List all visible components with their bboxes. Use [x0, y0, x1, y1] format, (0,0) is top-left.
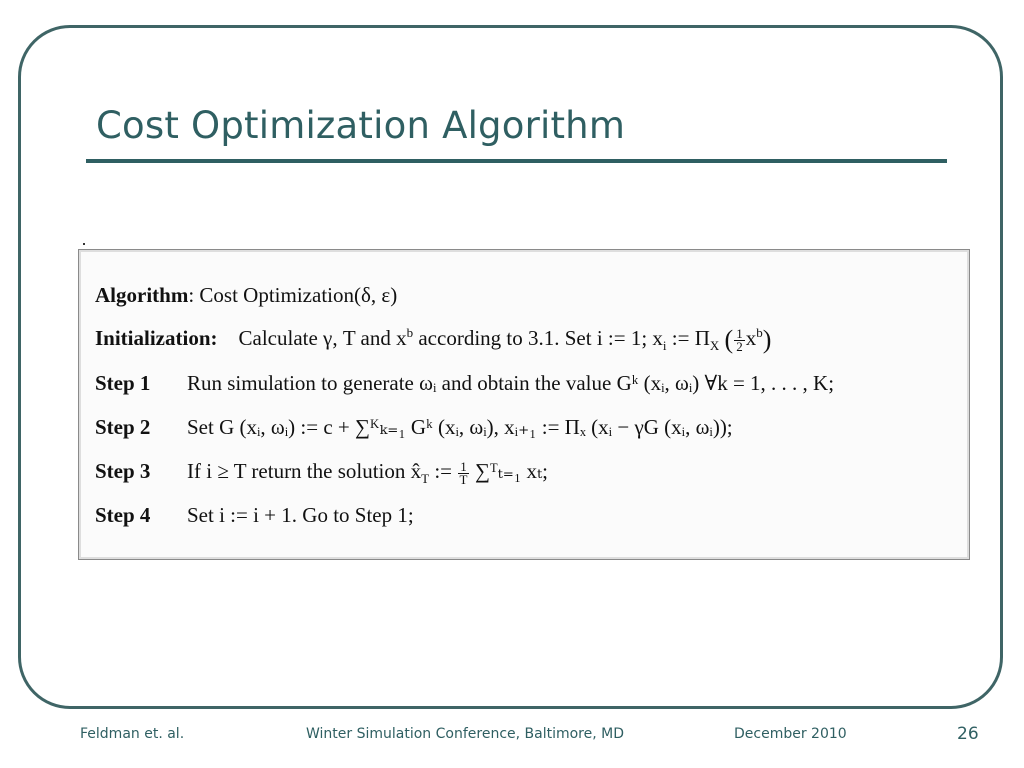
step-3-fraction: $\frac{1}{T}$ — [459, 458, 468, 487]
step-2-line — [95, 414, 733, 440]
step-1-line — [95, 370, 834, 396]
step-3-line — [95, 458, 548, 486]
initialization-text-1: Calculate γ, T and x — [238, 326, 407, 350]
algorithm-box — [78, 249, 970, 560]
step-4-text: Set i := i + 1. Go to Step 1; — [187, 503, 414, 527]
stray-dot — [83, 243, 85, 245]
page-number: 26 — [957, 724, 979, 744]
left-paren: ( — [724, 325, 734, 354]
initialization-line — [95, 325, 771, 353]
initialization-text-4: x — [745, 326, 757, 350]
step-3-text-mid: := — [429, 459, 458, 483]
init-fraction: $\frac{1}{2}$ — [736, 325, 743, 354]
slide-title: Cost Optimization Algorithm — [96, 104, 626, 147]
title-underline — [86, 159, 947, 163]
step-3-text-pre: If i ≥ T return the solution x̂ — [187, 459, 422, 483]
initialization-label: Initialization: — [95, 326, 218, 350]
init-sub-i: i — [662, 338, 667, 354]
step-3-label: Step 3 — [95, 459, 151, 483]
step-1-text: Run simulation to generate ωᵢ and obtain the value Gᵏ (xᵢ, ωᵢ) ∀k = 1, . . . , K; — [187, 371, 835, 395]
initialization-text-3: := Π — [666, 326, 710, 350]
footer-author: Feldman et. al. — [80, 726, 185, 742]
initialization-text-2: according to 3.1. Set i := 1; x — [413, 326, 663, 350]
step-2-label: Step 2 — [95, 415, 151, 439]
right-paren: ) — [762, 325, 772, 354]
init-sup-b: b — [406, 325, 414, 340]
step-1-label: Step 1 — [95, 371, 151, 395]
footer-conference: Winter Simulation Conference, Baltimore, MD — [306, 726, 625, 742]
algorithm-header — [95, 282, 397, 308]
algorithm-label: Algorithm — [95, 283, 189, 307]
step-3-sub-t: T — [421, 471, 430, 487]
step-4-line — [95, 502, 414, 528]
footer-date: December 2010 — [734, 726, 847, 742]
step-4-label: Step 4 — [95, 503, 151, 527]
init-sup-b2: b — [756, 325, 763, 340]
init-sub-x: X — [709, 338, 720, 354]
step-2-text: Set G (xᵢ, ωᵢ) := c + ∑ᴷₖ₌₁ Gᵏ (xᵢ, ωᵢ), xᵢ₊₁ := Πₓ (xᵢ − γG (xᵢ, ωᵢ)); — [187, 415, 733, 439]
step-3-text-post: ∑ᵀₜ₌₁ xₜ; — [469, 459, 548, 483]
algorithm-name: : Cost Optimization(δ, ε) — [188, 283, 398, 307]
